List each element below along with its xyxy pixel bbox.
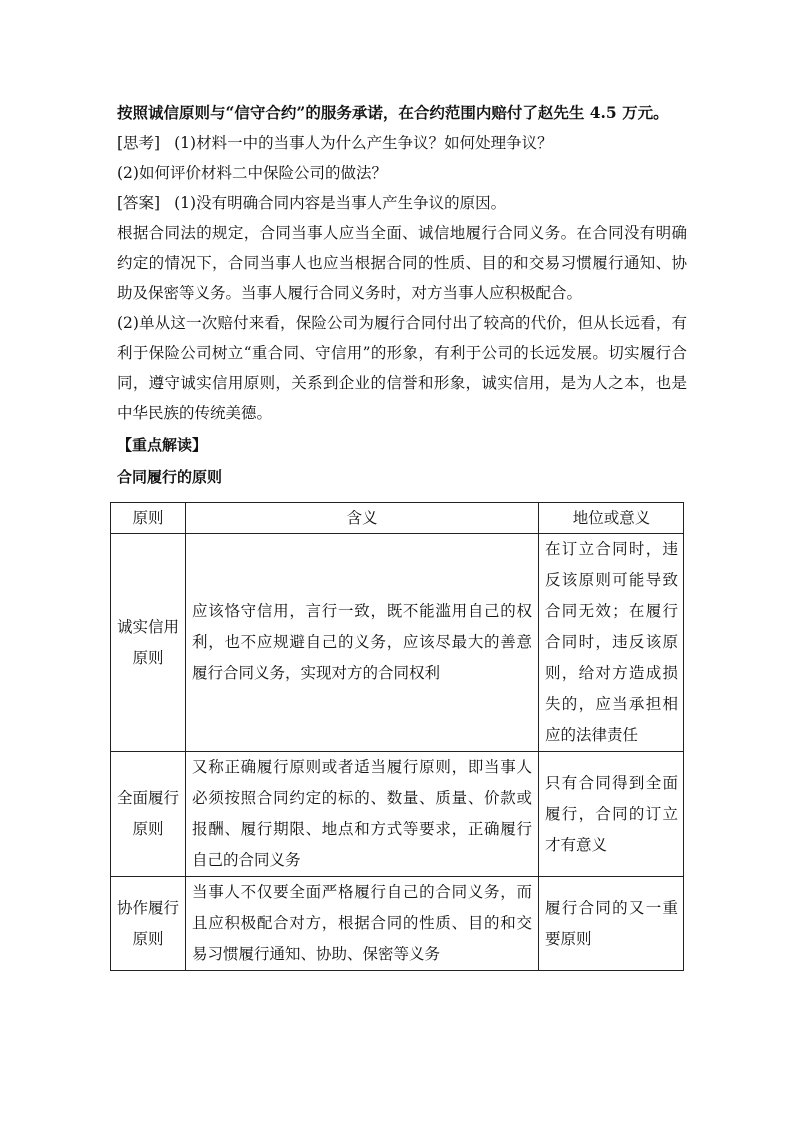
answer-label: [答案] — [117, 194, 161, 212]
intro-text-suffix: 万元。 — [622, 103, 669, 122]
header-significance: 地位或意义 — [539, 503, 684, 534]
cell-principle: 全面履行原则 — [111, 752, 186, 877]
think-question-1 — [117, 128, 687, 158]
cell-principle: 协作履行原则 — [111, 877, 186, 971]
table-row — [111, 877, 684, 971]
cell-significance: 履行合同的又一重要原则 — [539, 877, 684, 971]
intro-paragraph — [117, 98, 687, 128]
answer-line-1 — [117, 188, 687, 218]
cell-principle: 诚实信用原则 — [111, 534, 186, 752]
answer-1-first: (1)没有明确合同内容是当事人产生争议的原因。 — [174, 194, 507, 212]
intro-text-bold: 在合约范围内赔付了赵先生 — [398, 103, 585, 122]
section-subheading: 合同履行的原则 — [117, 468, 223, 486]
think-question-1-text: (1)材料一中的当事人为什么产生争议？如何处理争议？ — [174, 134, 553, 152]
table-row — [111, 534, 684, 752]
table-row — [111, 752, 684, 877]
cell-significance: 在订立合同时，违反该原则可能导致合同无效；在履行合同时，违反该原则，给对方造成损失的，应当承担相应的法律责任 — [539, 534, 684, 752]
intro-text-prefix: 按照诚信原则与“信守合约”的服务承诺， — [117, 103, 399, 122]
cell-significance: 只有合同得到全面履行，合同的订立才有意义 — [539, 752, 684, 877]
section-heading: 【重点解读】 — [117, 436, 208, 454]
answer-2-body: (2)单从这一次赔付来看，保险公司为履行合同付出了较高的代价，但从长远看，有利于保险公司树立“重合同、守信用”的形象，有利于公司的长远发展。切实履行合同，遵守诚实信用原则，关系到企业的信誉和形象，诚实信用，是为人之本，也是中华民族的传统美德。 — [117, 314, 687, 422]
intro-amount: 4.5 — [584, 103, 623, 122]
header-principle: 原则 — [111, 503, 186, 534]
document-body — [117, 98, 687, 492]
table-header-row — [111, 503, 684, 534]
cell-meaning: 又称正确履行原则或者适当履行原则，即当事人必须按照合同约定的标的、数量、质量、价款或报酬、履行期限、地点和方式等要求，正确履行自己的合同义务 — [186, 752, 539, 877]
answer-1-body: 根据合同法的规定，合同当事人应当全面、诚信地履行合同义务。在合同没有明确约定的情况下，合同当事人也应当根据合同的性质、目的和交易习惯履行通知、协助及保密等义务。当事人履行合同义务时，对方当事人应积极配合。 — [117, 224, 687, 302]
principles-table — [110, 502, 684, 971]
header-meaning: 含义 — [186, 503, 539, 534]
think-label: [思考] — [117, 134, 161, 152]
cell-meaning: 当事人不仅要全面严格履行自己的合同义务，而且应积极配合对方，根据合同的性质、目的和交易习惯履行通知、协助、保密等义务 — [186, 877, 539, 971]
cell-meaning: 应该恪守信用，言行一致，既不能滥用自己的权利，也不应规避自己的义务，应该尽最大的善意履行合同义务，实现对方的合同权利 — [186, 534, 539, 752]
think-question-2: (2)如何评价材料二中保险公司的做法？ — [117, 164, 387, 182]
